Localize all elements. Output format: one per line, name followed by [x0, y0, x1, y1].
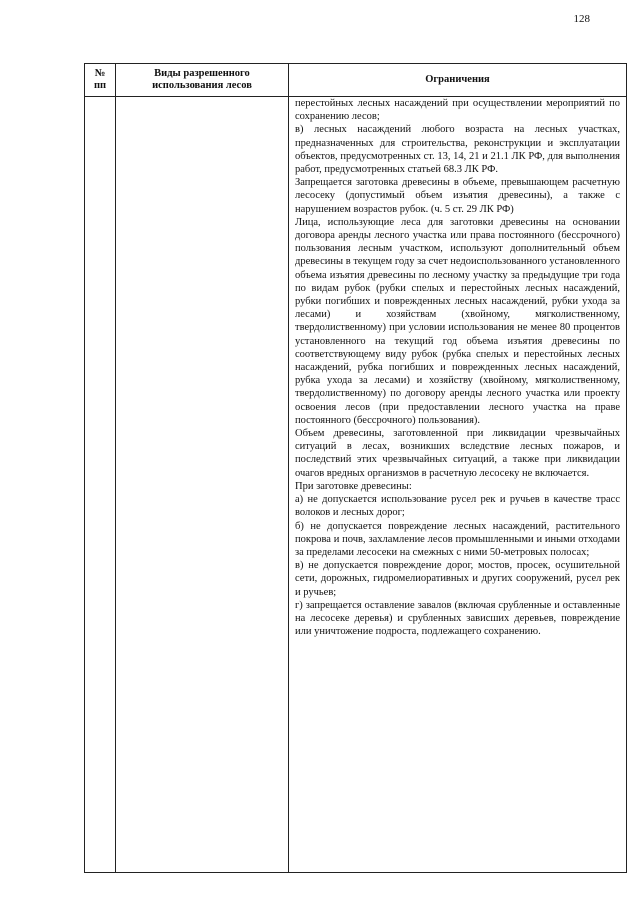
cell-usage-type	[116, 97, 289, 873]
header-usage-types-line1: Виды разрешенного	[154, 68, 250, 79]
header-number	[85, 64, 116, 97]
restriction-paragraph: г) запрещается оставление завалов (включая срубленные и оставленные на лесосеке деревья) и срубленных зависших деревьев, повреждение или уничтожение подроста, подлежащего сохранению.	[295, 599, 620, 638]
table-row	[85, 97, 627, 873]
header-number-line2: пп	[93, 80, 107, 91]
header-number-line1: №	[94, 68, 106, 79]
cell-restrictions	[289, 97, 627, 873]
restriction-paragraph: в) лесных насаждений любого возраста на лесных участках, предназначенных для строительства, реконструкции и эксплуатации объектов, предусмотренных ст. 13, 14, 21 и 21.1 ЛК РФ, для выполнения работ, предусмотренных статьей 68.3 ЛК РФ.	[295, 124, 620, 176]
restriction-paragraph: в) не допускается повреждение дорог, мостов, просек, осушительной сети, дорожных, гидромелиоративных и других сооружений, русел рек и ручьев;	[295, 560, 620, 598]
header-restrictions: Ограничения	[289, 64, 627, 97]
restriction-paragraph: Объем древесины, заготовленной при ликвидации чрезвычайных ситуаций в лесах, возникших вследствие лесных пожаров, и последствий этих чрезвычайных ситуаций, а также при ликвидации очагов вредных организмов в расчетную лесосеку не включается.	[295, 428, 620, 479]
cell-number	[85, 97, 116, 873]
restriction-paragraph: Запрещается заготовка древесины в объеме, превышающем расчетную лесосеку (допустимый объем изъятия древесины), а также с нарушением возрастов рубок. (ч. 5 ст. 29 ЛК РФ)	[295, 177, 620, 215]
restriction-paragraph: перестойных лесных насаждений при осуществлении мероприятий по сохранению лесов;	[295, 98, 620, 123]
header-usage-types-line2: использования лесов	[152, 80, 252, 91]
restriction-paragraph: Лица, использующие леса для заготовки древесины на основании договора аренды лесного участка или права постоянного (бессрочного) пользования лесным участком, используют дополнительный объем древесины в текущем году за счет недоиспользованного установленного объема изъятия древесины по лесному участку за предыдущие три года по видам рубок (рубки спелых и перестойных лесных насаждений, рубки погибших и поврежденных лесных насаждений, рубки ухода за лесами) и хозяйствам (хвойному, мягколиственному, твердолиственному) при условии использования не менее 80 процентов установленного на текущий год объема изъятия древесины по соответствующему виду рубок (рубка спелых и перестойных лесных насаждений, рубка погибших и поврежденных лесных насаждений, рубка ухода за лесами) и хозяйству (хвойному, мягколиственному, твердолиственному) по договору аренды лесного участка или проекту освоения лесов (при предоставлении лесного участка на праве постоянного (бессрочного) пользования).	[295, 216, 620, 426]
page-number: 128	[573, 13, 590, 25]
restrictions-table	[84, 63, 627, 873]
restriction-paragraph: б) не допускается повреждение лесных насаждений, растительного покрова и почв, захламление лесов промышленными и иными отходами за пределами лесосеки на смежных с ними 50-метровых полосах;	[295, 520, 620, 558]
header-usage-types	[116, 64, 289, 97]
table-header-row	[85, 64, 627, 97]
restriction-paragraph: а) не допускается использование русел рек и ручьев в качестве трасс волоков и лесных дорог;	[295, 494, 620, 519]
restriction-paragraph: При заготовке древесины:	[295, 480, 412, 492]
